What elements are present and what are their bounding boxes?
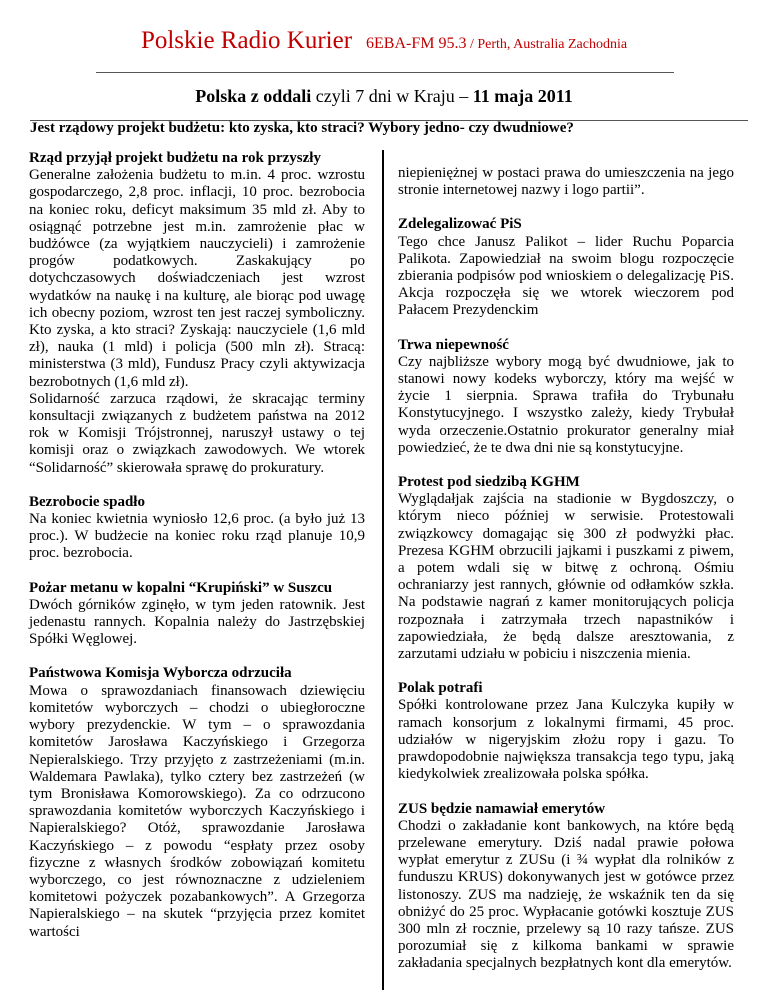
title-date: 11 maja 2011 [472,86,573,106]
article-body: Dwóch górników zginęło, w tym jeden ratownik. Jest jedenastu rannych. Kopalnia należy do Jastrzębskiej Spółki Węglowej. [29,596,365,648]
article-budget [29,150,365,477]
article-heading: Protest pod siedzibą KGHM [398,474,580,491]
article-body: Tego chce Janusz Palikot – lider Ruchu Poparcia Palikota. Zapowiedział na swoim blogu rozpoczęcie zbierania podpisów pod wnioskiem o delegalizację PiS. Akcja rozpoczęła się we wtorek wieczorem pod Pałacem Prezydenckim [398,233,734,319]
article-kghm-protest [398,474,734,663]
article-kulczyk [398,680,734,783]
right-column [398,150,734,990]
column-divider [382,150,384,990]
lead-line: Jest rządowy projekt budżetu: kto zyska, kto straci? Wybory jedno- czy dwudniowe? [30,120,574,136]
page-title [0,86,768,107]
article-body: Na koniec kwietnia wyniosło 12,6 proc. (a było już 13 proc.). W budżecie na koniec roku rząd planuje 10,9 proc. bezrobocia. [29,511,365,562]
article-uncertainty [398,337,734,457]
article-body: Chodzi o zakładanie kont bankowych, na które będą przelewane emerytury. Dziś nadal prawie połowa wypłat emerytur z ZUSu (i ¾ wypłat dla rolników z funduszu KRUS) dokonywanych jest w gotówce przez listonoszy. ZUS ma nadzieję, że wskaźnik ten da się obniżyć do 25 proc. Wypłacanie gotówki kosztuje ZUS 300 mln zł rocznie, przelewy są 10 razy tańsze. ZUS porozumiał się z kilkoma bankami w sprawie zakładania specjalnych bezpłatnych kont dla emerytów. [398,817,734,972]
header-rule-top [96,72,674,73]
article-heading: ZUS będzie namawiał emerytów [398,800,606,817]
article-heading: Pożar metanu w kopalni “Krupiński” w Suszcu [29,579,333,596]
article-body: Generalne założenia budżetu to m.in. 4 proc. wzrostu gospodarczego, 2,8 proc. inflacji, 10 proc. bezrobocia na koniec roku, deficyt maksimum 35 mld zł. Aby to osiągnąć potrzebne jest m.in. zamrożenie płac w budżówce (za wyjątkiem nauczycieli) i zamrożenie progów podatkowych. Zaskakujący po dotychczasowych doświadczeniach jest wzrost wydatków na naukę i na kulturę, ale biorąc pod uwagę ich obecny poziom, wzrost ten jest raczej symboliczny. Kto zyska, a kto straci? Zyskają: nauczyciele (1,6 mld zł), nauka (1 mld) i policja (500 mln zł). Stracą: ministerstwa (3 mld), Fundusz Pracy czyli aktywizacja bezrobotnych (1,6 mld zł). [29,167,365,390]
article-heading: Państwowa Komisja Wyborcza odrzuciła [29,665,292,682]
page-header [0,0,768,53]
article-unemployment [29,494,365,563]
article-heading: Rząd przyjął projekt budżetu na rok przyszły [29,150,321,166]
left-column [29,150,365,958]
article-body: Czy najbliższe wybory mogą być dwudniowe, jak to stanowi nowy kodeks wyborczy, który ma wejść w życie 1 sierpnia. Sprawa trafiła do Trybunału Konstytucyjnego. I wszystko zależy, kiedy Trybułał wyda orzeczenie.Ostatnio prokurator generalny miał powiedzieć, że te dwa dni nie są konstytucyjne. [398,353,734,456]
article-heading: Polak potrafi [398,680,483,697]
article-election-commission [29,665,365,940]
article-zus [398,801,734,973]
article-pis [398,216,734,319]
title-bold: Polska z oddali [195,86,312,106]
article-continuation: niepieniężnej w postaci prawa do umieszczenia na jego stronie internetowej nazwy i logo partii”. [398,165,734,199]
brand-name: Polskie Radio Kurier [140,27,353,54]
article-body: Spółki kontrolowane przez Jana Kulczyka kupiły w ramach konsorjum z lokalnymi firmami, 45 proc. udziałów w nigeryjskim złożu ropy i gazu. To prawdopodobnie największa transakcja tego typu, jaką kiedykolwiek zrealizowała polska spółka. [398,697,734,783]
station-location: / Perth, Australia Zachodnia [466,37,628,52]
article-heading: Trwa niepewność [398,336,509,353]
article-body: Solidarność zarzuca rządowi, że skracając terminy konsultacji związanych z budżetem państwa na 2012 rok w Komisji Trójstronnej, naruszył ustawy o tej komisji oraz o związkach zawodowych. We wtorek “Solidarność” skierowała sprawę do prokuratury. [29,390,365,476]
article-heading: Bezrobocie spadło [29,493,145,510]
title-middle: czyli 7 dni w Kraju – [311,86,473,106]
masthead [0,0,768,53]
article-body: Wyglądałjak zajścia na stadionie w Bygdoszczy, o którym nieco później w serwisie. Protestowali związkowcy domagając się 300 zł podwyżki płac. Prezesa KGHM obrzucili jajkami i puszkami z piwem, a potem wdali się w bitwę z ochroną. Ośmiu ochraniarzy jest rannych, głównie od odłamków szkła. Na podstawie nagrań z kamer monitorujących policja rozpoznała i zatrzymała trzech napastników i zapowiedziała, że będą dalsze aresztowania, z zarzutami udziału w pobiciu i niszczenia mienia. [398,491,734,663]
station-frequency: 6EBA-FM 95.3 [366,35,467,52]
article-body: Mowa o sprawozdaniach finansowach dziewięciu komitetów wyborczych – chodzi o ubiegłoroczne wybory prezydenckie. W tym – o sprawozdania komitetów Jarosława Kaczyńskiego i Grzegorza Nepieralskiego. Trzy przyjęto z zastrzeżeniami (m.in. Waldemara Pawlaka), tylko cztery bez zastrzeżeń (w tym Bronisława Komorowskiego). Za co odrzucono sprawozdania komitetów wyborczych Kaczyńskiego i Napieralskiego? Otóż, sprawozdanie Jarosława Kaczyńskiego – z powodu “espłaty przez osoby fizyczne z własnych środków zobowiązań komitetu wyborczego, co jest równoznaczne z udzieleniem komitetowi pożyczek pozabankowych”. A Grzegorza Napieralskiego – na skutek “przyjęcia przez komitet wartości [29,682,365,940]
article-mine-fire [29,580,365,649]
article-heading: Zdelegalizować PiS [398,216,522,233]
